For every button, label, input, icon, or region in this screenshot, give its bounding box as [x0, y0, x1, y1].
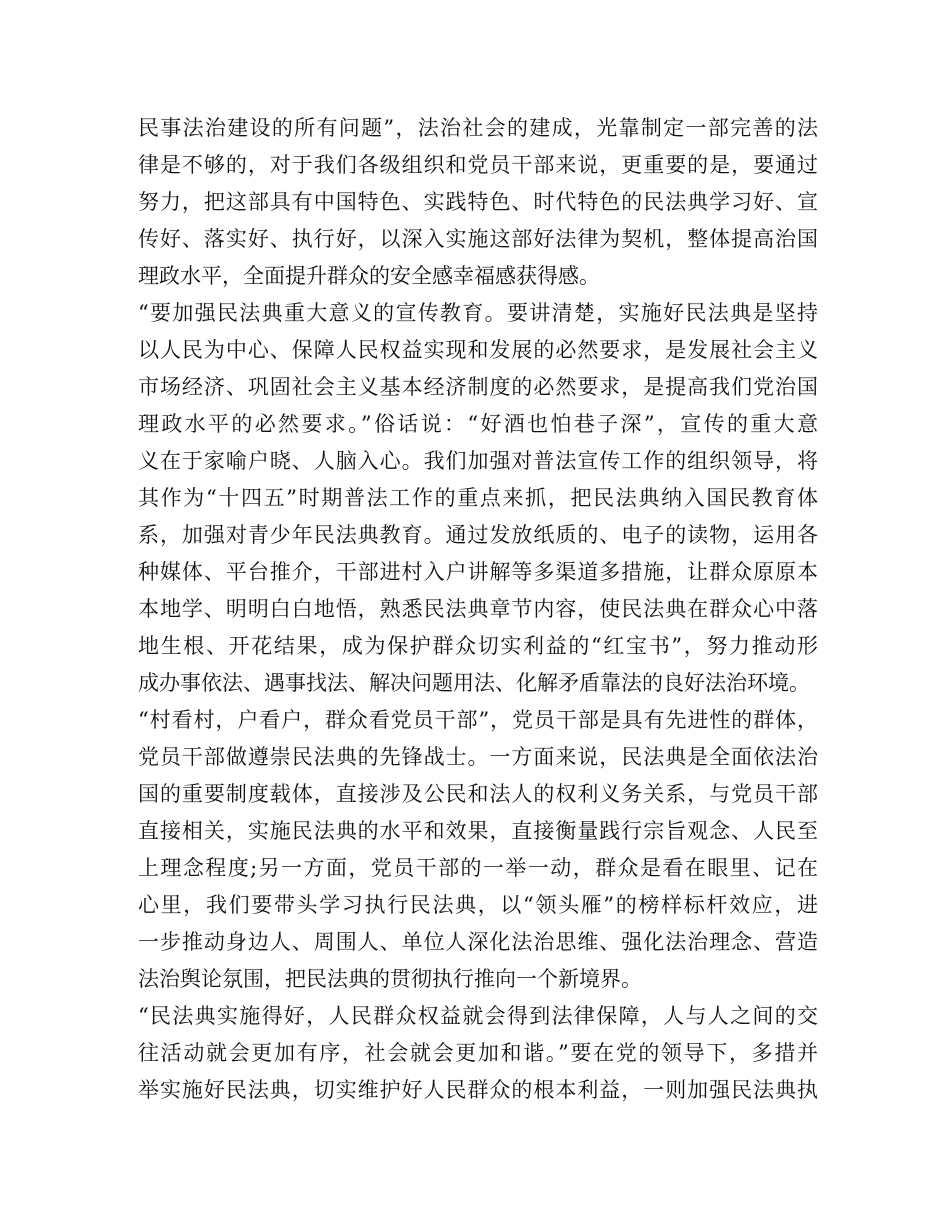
- text-line: 其作为“十四五”时期普法工作的重点来抓，把民法典纳入国民教育体: [138, 486, 818, 510]
- paragraph-2: [138, 295, 818, 702]
- text-line: 理政水平，全面提升群众的安全感幸福感获得感。: [138, 264, 600, 288]
- text-line: 地生根、开花结果，成为保护群众切实利益的“红宝书”，努力推动形: [138, 634, 818, 658]
- text-line: 国的重要制度载体，直接涉及公民和法人的权利义务关系，与党员干部: [138, 782, 818, 806]
- text-line: 心里，我们要带头学习执行民法典，以“领头雁”的榜样标杆效应，进: [138, 893, 818, 917]
- text-line: 民事法治建设的所有问题”，法治社会的建成，光靠制定一部完善的法: [138, 116, 818, 140]
- text-line: “村看村，户看户，群众看党员干部”，党员干部是具有先进性的群体，: [138, 708, 818, 732]
- paragraph-4: [138, 998, 818, 1109]
- text-line: “民法典实施得好，人民群众权益就会得到法律保障，人与人之间的交: [138, 1004, 818, 1028]
- text-line: 理政水平的必然要求。”俗话说：“好酒也怕巷子深”，宣传的重大意: [138, 412, 818, 436]
- text-line: 直接相关，实施民法典的水平和效果，直接衡量践行宗旨观念、人民至: [138, 819, 818, 843]
- text-line: 成办事依法、遇事找法、解决问题用法、化解矛盾靠法的良好法治环境。: [138, 671, 810, 695]
- text-line: 往活动就会更加有序，社会就会更加和谐。”要在党的领导下，多措并: [138, 1041, 818, 1065]
- text-line: 以人民为中心、保障人民权益实现和发展的必然要求，是发展社会主义: [138, 338, 818, 362]
- text-line: 律是不够的，对于我们各级组织和党员干部来说，更重要的是，要通过: [138, 153, 818, 177]
- paragraph-3: [138, 702, 818, 998]
- text-line: 种媒体、平台推介，干部进村入户讲解等多渠道多措施，让群众原原本: [138, 560, 818, 584]
- text-line: 法治舆论氛围，把民法典的贯彻执行推向一个新境界。: [138, 967, 642, 991]
- text-line: 一步推动身边人、周围人、单位人深化法治思维、强化法治理念、营造: [138, 930, 818, 954]
- text-line: 党员干部做遵崇民法典的先锋战士。一方面来说，民法典是全面依法治: [138, 745, 818, 769]
- text-line: 本地学、明明白白地悟，熟悉民法典章节内容，使民法典在群众心中落: [138, 597, 818, 621]
- text-line: 市场经济、巩固社会主义基本经济制度的必然要求，是提高我们党治国: [138, 375, 818, 399]
- text-line: 举实施好民法典，切实维护好人民群众的根本利益，一则加强民法典执: [138, 1078, 818, 1102]
- text-line: “要加强民法典重大意义的宣传教育。要讲清楚，实施好民法典是坚持: [138, 301, 818, 325]
- paragraph-1: [138, 110, 818, 295]
- text-line: 努力，把这部具有中国特色、实践特色、时代特色的民法典学习好、宣: [138, 190, 818, 214]
- text-line: 传好、落实好、执行好，以深入实施这部好法律为契机，整体提高治国: [138, 227, 818, 251]
- text-line: 上理念程度;另一方面，党员干部的一举一动，群众是看在眼里、记在: [138, 856, 818, 880]
- text-line: 系，加强对青少年民法典教育。通过发放纸质的、电子的读物，运用各: [138, 523, 818, 547]
- body-text: [138, 110, 818, 1109]
- text-line: 义在于家喻户晓、人脑入心。我们加强对普法宣传工作的组织领导，将: [138, 449, 818, 473]
